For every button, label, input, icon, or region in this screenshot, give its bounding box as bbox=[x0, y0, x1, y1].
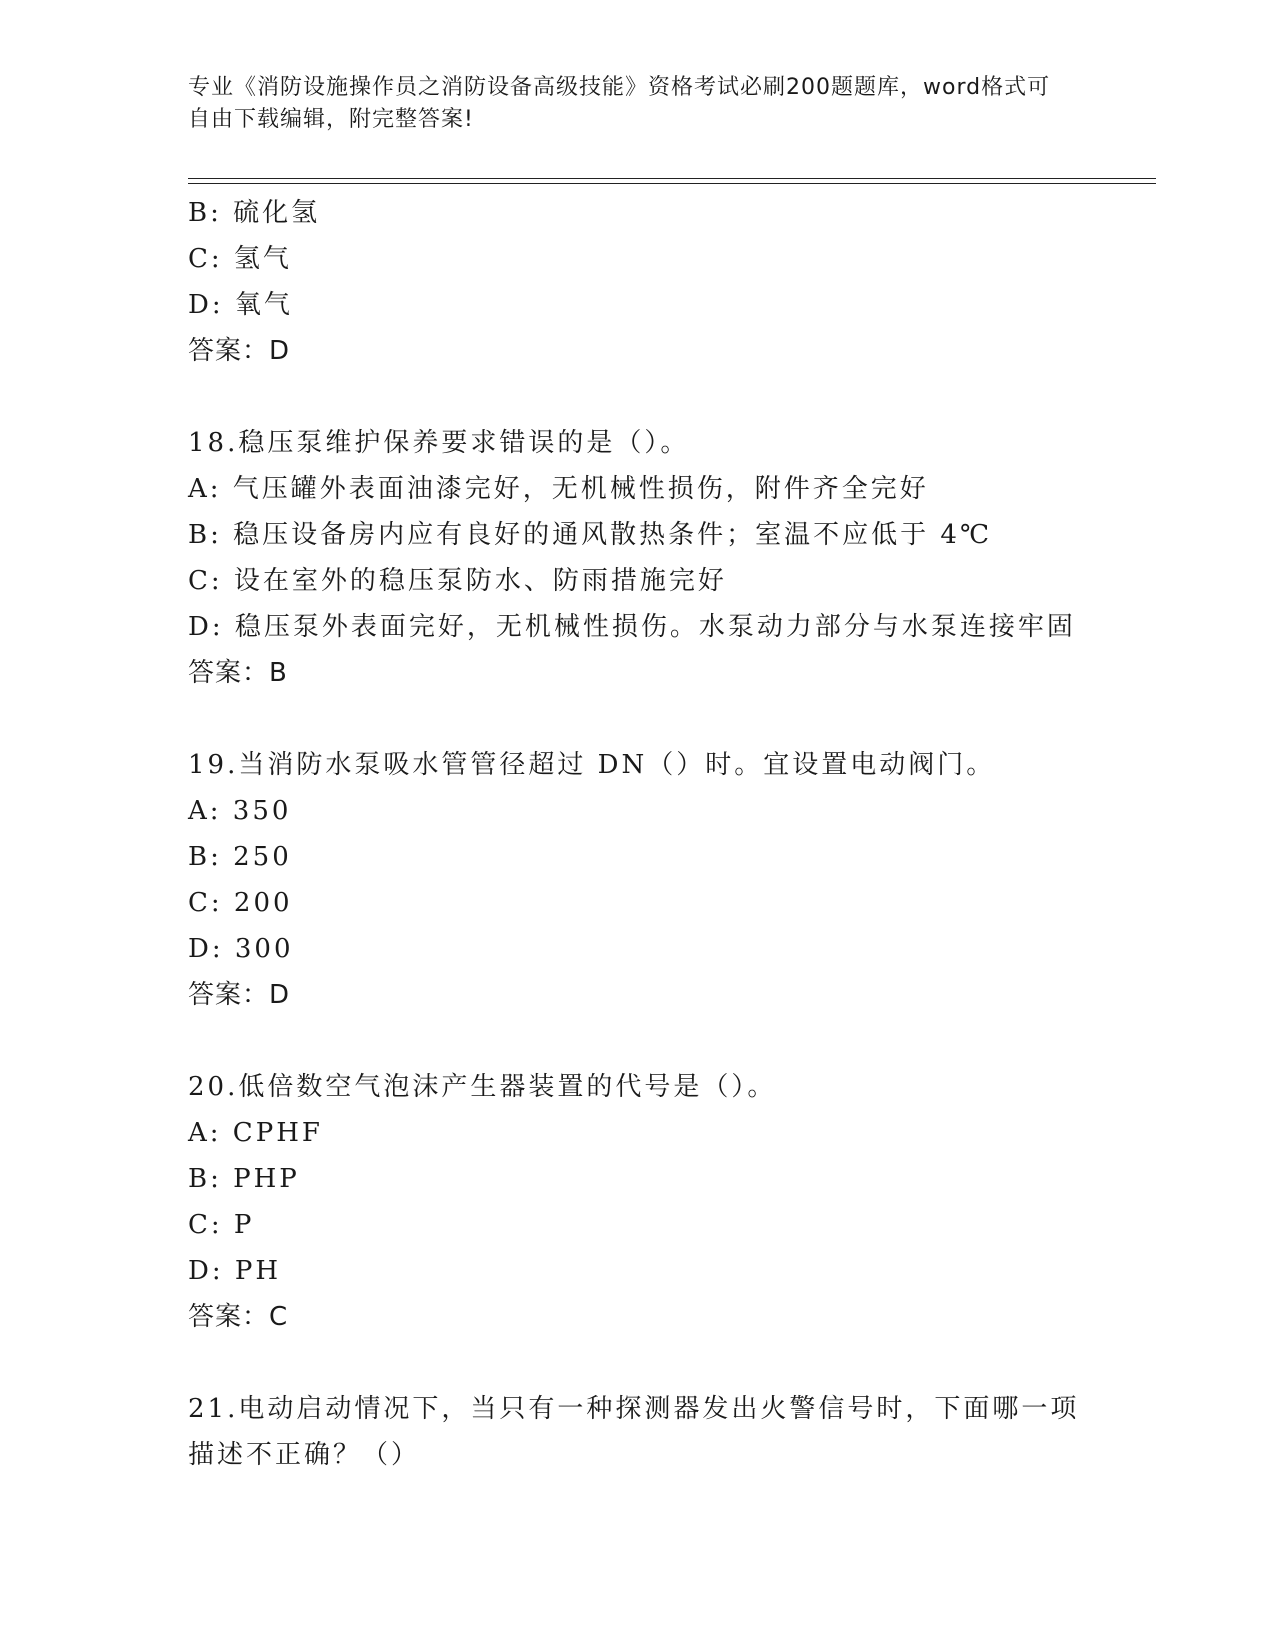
option-a: A: 350 bbox=[188, 796, 292, 826]
question-18 bbox=[188, 420, 1088, 696]
header-divider-bottom bbox=[188, 183, 1156, 184]
option-b: B: PHP bbox=[188, 1164, 300, 1194]
option-c: C: P bbox=[188, 1210, 255, 1240]
header-divider-top bbox=[188, 178, 1156, 179]
question-text: 20.低倍数空气泡沫产生器装置的代号是（）。 bbox=[188, 1072, 777, 1102]
prev-question-tail bbox=[188, 190, 1088, 374]
option-d: D: 300 bbox=[188, 934, 294, 964]
question-21 bbox=[188, 1386, 1088, 1478]
answer-line: 答案：D bbox=[188, 336, 291, 366]
option-b: B: 硫化氢 bbox=[188, 198, 321, 228]
header-title: 专业《消防设施操作员之消防设备高级技能》资格考试必刷200题题库，word格式可自由下载编辑，附完整答案! bbox=[188, 75, 1051, 132]
option-c: C: 200 bbox=[188, 888, 293, 918]
answer-line: 答案：D bbox=[188, 980, 291, 1010]
option-d: D: PH bbox=[188, 1256, 282, 1286]
option-a: A: 气压罐外表面油漆完好，无机械性损伤，附件齐全完好 bbox=[188, 474, 929, 504]
document-header bbox=[188, 72, 1068, 136]
question-20 bbox=[188, 1064, 1088, 1340]
option-c: C: 设在室外的稳压泵防水、防雨措施完好 bbox=[188, 566, 727, 596]
option-d: D: 氧气 bbox=[188, 290, 293, 320]
answer-line: 答案：C bbox=[188, 1302, 289, 1332]
option-b: B: 250 bbox=[188, 842, 292, 872]
question-text: 19.当消防水泵吸水管管径超过 DN（）时。宜设置电动阀门。 bbox=[188, 750, 996, 780]
question-list bbox=[188, 190, 1088, 1478]
answer-line: 答案：B bbox=[188, 658, 288, 688]
option-b: B: 稳压设备房内应有良好的通风散热条件；室温不应低于 4℃ bbox=[188, 520, 993, 550]
question-19 bbox=[188, 742, 1088, 1018]
option-c: C: 氢气 bbox=[188, 244, 292, 274]
question-text: 18.稳压泵维护保养要求错误的是（）。 bbox=[188, 428, 690, 458]
option-a: A: CPHF bbox=[188, 1118, 323, 1148]
question-text: 21.电动启动情况下，当只有一种探测器发出火警信号时，下面哪一项描述不正确？（） bbox=[188, 1394, 1080, 1470]
option-d: D: 稳压泵外表面完好，无机械性损伤。水泵动力部分与水泵连接牢固 bbox=[188, 612, 1076, 642]
